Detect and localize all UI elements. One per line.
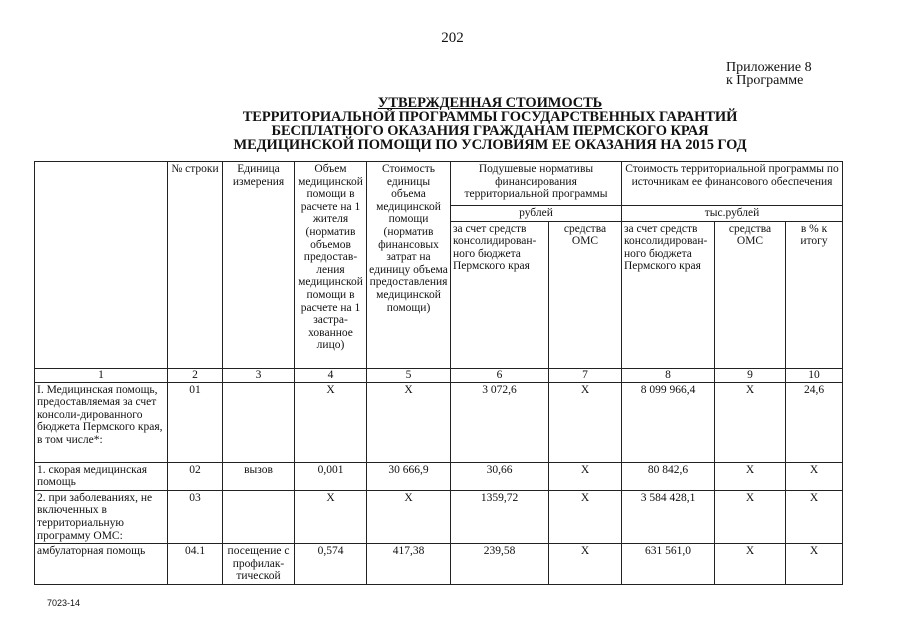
row-number: 04.1 <box>168 544 223 585</box>
row-unit: посещение с профилак-тической <box>223 544 295 585</box>
title-line-3: БЕСПЛАТНОГО ОКАЗАНИЯ ГРАЖДАНАМ ПЕРМСКОГО КРАЯ <box>271 123 709 139</box>
row-cost-budget: 631 561,0 <box>622 544 715 585</box>
row-cost-oms: Х <box>715 490 786 543</box>
header-cost-oms: средства ОМС <box>715 221 786 368</box>
row-cost-percent: Х <box>786 544 843 585</box>
column-number: 5 <box>367 368 451 382</box>
title-line-1: УТВЕРЖДЕННАЯ СТОИМОСТЬ <box>377 95 603 111</box>
column-number: 3 <box>223 368 295 382</box>
document-title <box>180 96 800 152</box>
row-label: 2. при заболеваниях, не включенных в территориальную программу ОМС: <box>35 490 168 543</box>
footer-code: 7023-14 <box>47 598 81 608</box>
row-cost-budget: 80 842,6 <box>622 462 715 490</box>
column-number-row <box>35 368 843 382</box>
column-number: 2 <box>168 368 223 382</box>
column-number: 1 <box>35 368 168 382</box>
column-number: 7 <box>549 368 622 382</box>
header-per-capita-oms: средства ОМС <box>549 221 622 368</box>
row-per-capita-budget: 239,58 <box>451 544 549 585</box>
row-cost-percent: Х <box>786 490 843 543</box>
row-number: 03 <box>168 490 223 543</box>
row-number: 02 <box>168 462 223 490</box>
header-row-no: № строки <box>168 162 223 369</box>
row-cost-oms: Х <box>715 462 786 490</box>
row-per-capita-oms: Х <box>549 382 622 462</box>
title-line-2: ТЕРРИТОРИАЛЬНОЙ ПРОГРАММЫ ГОСУДАРСТВЕННЫХ ГАРАНТИЙ <box>242 109 738 125</box>
row-unit-cost: Х <box>367 490 451 543</box>
table-row <box>35 544 843 585</box>
row-number: 01 <box>168 382 223 462</box>
header-cost-unit: тыс.рублей <box>622 206 843 222</box>
row-label: амбулаторная помощь <box>35 544 168 585</box>
row-cost-percent: Х <box>786 462 843 490</box>
row-unit <box>223 490 295 543</box>
row-per-capita-oms: Х <box>549 544 622 585</box>
header-volume: Объем медицинской помощи в расчете на 1 жителя (норматив объемов предостав-ления медицинской помощи в расчете на 1 застра-хованное лицо) <box>295 162 367 369</box>
row-label: 1. скорая медицинская помощь <box>35 462 168 490</box>
header-label-empty <box>35 162 168 369</box>
row-volume: Х <box>295 382 367 462</box>
row-cost-percent: 24,6 <box>786 382 843 462</box>
header-unit: Единица измерения <box>223 162 295 369</box>
row-per-capita-oms: Х <box>549 462 622 490</box>
row-per-capita-budget: 30,66 <box>451 462 549 490</box>
header-cost-percent: в % к итогу <box>786 221 843 368</box>
header-per-capita-budget: за счет средств консолидирован-ного бюджета Пермского края <box>451 221 549 368</box>
row-cost-budget: 8 099 966,4 <box>622 382 715 462</box>
header-per-capita-group: Подушевые нормативы финансирования территориальной программы <box>451 162 622 206</box>
row-cost-oms: Х <box>715 544 786 585</box>
row-unit-cost: 30 666,9 <box>367 462 451 490</box>
cost-table <box>34 161 843 585</box>
row-cost-budget: 3 584 428,1 <box>622 490 715 543</box>
row-volume: Х <box>295 490 367 543</box>
column-number: 10 <box>786 368 843 382</box>
row-volume: 0,001 <box>295 462 367 490</box>
table-row <box>35 490 843 543</box>
column-number: 6 <box>451 368 549 382</box>
row-unit-cost: 417,38 <box>367 544 451 585</box>
table-row <box>35 382 843 462</box>
table-row <box>35 462 843 490</box>
header-cost-group: Стоимость территориальной программы по источникам ее финансового обеспечения <box>622 162 843 206</box>
appendix-line-1: Приложение 8 <box>726 60 812 75</box>
row-per-capita-budget: 1359,72 <box>451 490 549 543</box>
header-unit-cost: Стоимость единицы объема медицинской помощи (норматив финансовых затрат на единицу объема предоставления медицинской помощи) <box>367 162 451 369</box>
row-unit: вызов <box>223 462 295 490</box>
appendix-note <box>726 61 812 87</box>
row-unit <box>223 382 295 462</box>
page-number: 202 <box>441 30 464 46</box>
column-number: 9 <box>715 368 786 382</box>
row-cost-oms: Х <box>715 382 786 462</box>
row-per-capita-oms: Х <box>549 490 622 543</box>
column-number: 4 <box>295 368 367 382</box>
row-unit-cost: Х <box>367 382 451 462</box>
row-label: I. Медицинская помощь, предоставляемая за счет консоли-дированного бюджета Пермского края, в том числе*: <box>35 382 168 462</box>
row-volume: 0,574 <box>295 544 367 585</box>
header-cost-budget: за счет средств консолидирован-ного бюджета Пермского края <box>622 221 715 368</box>
appendix-line-2: к Программе <box>726 73 804 88</box>
column-number: 8 <box>622 368 715 382</box>
header-per-capita-unit: рублей <box>451 206 622 222</box>
title-line-4: МЕДИЦИНСКОЙ ПОМОЩИ ПО УСЛОВИЯМ ЕЕ ОКАЗАНИЯ НА 2015 ГОД <box>233 137 747 153</box>
row-per-capita-budget: 3 072,6 <box>451 382 549 462</box>
